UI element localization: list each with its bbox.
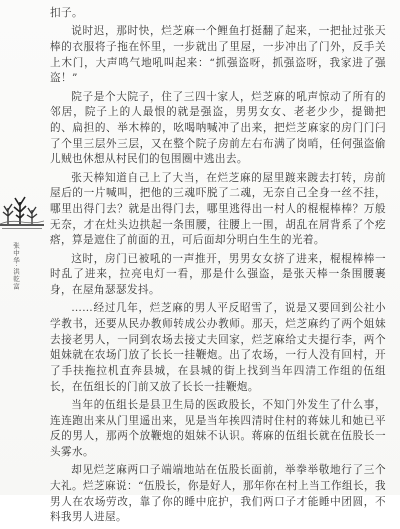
tree-landscape-icon bbox=[0, 188, 44, 238]
side-margin-label: 张中华·洪乾富 bbox=[12, 242, 20, 291]
paragraph-5: 这时，房门已被吼的一声推开，男男女女挤了进来，棍棍棒棒一时乱了进来，拉亮电灯一看，那是什么强盗，是张天棒一条围腰裹身，在屋角瑟瑟发抖。 bbox=[50, 252, 386, 296]
body-text-column bbox=[50, 6, 386, 529]
side-margin-block bbox=[0, 188, 44, 318]
paragraph-8: 却见烂芝麻两口子端端地站在伍股长面前，举拳举敬地行了三个大礼。烂芝麻说：“伍股长，你是好人，那年你在村上当工作组长，我男人在农场劳改，靠了你的睡中庇护，我们两口子才能睡中团圆，不料我男人进屋。 bbox=[50, 464, 386, 524]
paragraph-1: 扣子。 bbox=[50, 7, 83, 19]
paragraph-4: 张天棒知道自己上了大当，在烂芝麻的屋里踱来踱去打转，房前屋后的一片喊叫，把他的三魂吓脱了二魂，无奈自己全身一丝不挂，哪里出得门去？就是出得门去，哪里逃得出一村人的棍棍棒棒？万般无奈，才在灶头边拱起一条围腰，往腰上一围，胡乱在屑背系了个疙瘩，算是遮住了前面的丑，可后面却分明白生生的光着。 bbox=[50, 171, 386, 247]
paragraph-7: 当年的伍组长是县卫生局的医政股长，不知门外发生了什么事，连连跑出来从门里遥出来，见是当年挨四清时住村的蒋妹儿和她已平反的男人，那两个放鞭炮的姐妹不认识。蒋麻的伍组长就在伍股长一头雾水。 bbox=[50, 398, 386, 458]
paragraph-6: ……经过几年，烂芝麻的男人平反昭雪了，说是又要回到公社小学教书，还要从民办教师转成公办教师。那天，烂芝麻约了两个姐妹去接老男人，一同到农场去接丈夫回家，烂芝麻给丈夫提行李，两个姐妹就在农场门放了长长一挂鞭炮。出了农场，一行人没有回村，开了手扶拖拉机直奔县城，在县城的街上找到当年四清工作组的伍组长，在伍组长的门前又放了长长一挂鞭炮。 bbox=[50, 302, 386, 393]
paragraph-3: 院子是个大院子，住了三四十家人，烂芝麻的吼声惊动了所有的邻居，院子上的人最恨的就是强盗，男男女女、老老少少，提锄把的、扁担的、举木棒的，吆喝呐喊冲了出来，把烂芝麻家的房门门闩了个里三层外三层，又在整个院子房前左右布满了岗哨，任何强盗偷儿贼也休想从村民们的包围圈中逃出去。 bbox=[50, 90, 386, 166]
paragraph-2: 说时迟，那时快，烂芝麻一个鲤鱼打挺翻了起来，一把扯过张天棒的衣服将子拖在怀里，一步就出了里屋，一步冲出了门外，反手关上木门，大声鸣气地吼叫起来：“抓强盗呀，抓强盗呀，我家进了强盗！” bbox=[50, 25, 386, 85]
